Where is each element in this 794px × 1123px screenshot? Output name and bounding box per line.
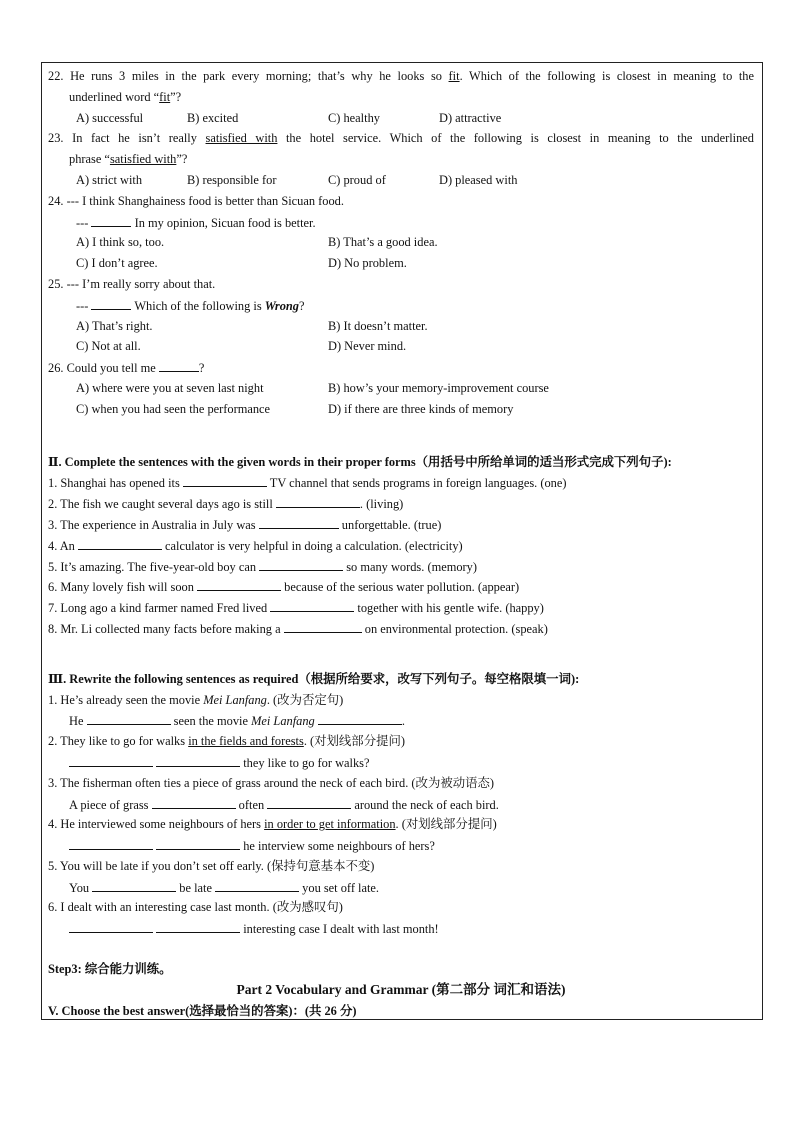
rewrite-6-answer: interesting case I dealt with last month! <box>48 918 754 939</box>
section-2-item: 6. Many lovely fish will soon because of the serious water pollution. (appear) <box>48 576 754 597</box>
answer-blank[interactable] <box>183 472 267 487</box>
answer-blank[interactable] <box>276 493 360 508</box>
rewrite-6: 6. I dealt with an interesting case last month. (改为感叹句) <box>48 900 343 915</box>
section-2-item: 1. Shanghai has opened its TV channel that sends programs in foreign languages. (one) <box>48 472 754 493</box>
question-22-line2: underlined word “fit”? <box>69 89 182 104</box>
option-d: D) No problem. <box>328 256 407 271</box>
question-24-options-row2 <box>48 253 754 274</box>
question-25-reply: --- Which of the following is Wrong? <box>48 295 754 316</box>
option-a: A) strict with <box>76 172 143 187</box>
option-d: D) if there are three kinds of memory <box>328 401 514 416</box>
section-2-item: 7. Long ago a kind farmer named Fred lived together with his gentle wife. (happy) <box>48 597 754 618</box>
rewrite-2: 2. They like to go for walks in the fields and forests. (对划线部分提问) <box>48 734 405 749</box>
section-5-heading: V. Choose the best answer(选择最恰当的答案)：(共 26 分) <box>48 1003 357 1018</box>
answer-blank[interactable] <box>215 877 299 892</box>
worksheet-frame <box>41 62 763 1020</box>
option-c: C) when you had seen the performance <box>76 401 271 416</box>
section-2-item: 5. It’s amazing. The five-year-old boy can so many words. (memory) <box>48 556 754 577</box>
answer-blank[interactable] <box>69 752 153 767</box>
answer-blank[interactable] <box>284 618 362 633</box>
answer-blank[interactable] <box>259 514 339 529</box>
answer-blank[interactable] <box>87 710 171 725</box>
option-b: B) That’s a good idea. <box>328 235 438 250</box>
question-26: 26. Could you tell me ? <box>48 357 754 378</box>
answer-blank[interactable] <box>69 918 153 933</box>
option-b: B) how’s your memory-improvement course <box>328 380 549 395</box>
answer-blank[interactable] <box>78 535 162 550</box>
option-d: D) attractive <box>439 110 502 125</box>
answer-blank[interactable] <box>259 556 343 571</box>
rewrite-1: 1. He’s already seen the movie Mei Lanfang. (改为否定句) <box>48 692 344 707</box>
rewrite-4-answer: he interview some neighbours of hers? <box>48 835 754 856</box>
answer-blank[interactable] <box>156 835 240 850</box>
option-a: A) I think so, too. <box>76 235 165 250</box>
answer-blank[interactable] <box>267 794 351 809</box>
option-a: A) where were you at seven last night <box>76 380 264 395</box>
rewrite-5: 5. You will be late if you don’t set off early. (保持句意基本不变) <box>48 858 375 873</box>
worksheet-content <box>48 66 754 1021</box>
answer-blank[interactable] <box>152 794 236 809</box>
section-2-item: 4. An calculator is very helpful in doing a calculation. (electricity) <box>48 535 754 556</box>
question-23: 23. In fact he isn’t really satisfied with the hotel service. Which of the following is closest in meaning to the underlined <box>48 131 754 146</box>
answer-blank[interactable] <box>270 597 354 612</box>
option-b: B) excited <box>187 110 239 125</box>
question-23-options <box>48 170 754 191</box>
rewrite-4: 4. He interviewed some neighbours of hers in order to get information. (对划线部分提问) <box>48 817 497 832</box>
rewrite-2-answer: they like to go for walks? <box>48 752 754 773</box>
answer-blank[interactable] <box>197 576 281 591</box>
section-2-item: 8. Mr. Li collected many facts before making a on environmental protection. (speak) <box>48 618 754 639</box>
option-a: A) That’s right. <box>76 318 153 333</box>
part2-title: Part 2 Vocabulary and Grammar (第二部分 词汇和语法) <box>236 981 566 997</box>
rewrite-3: 3. The fisherman often ties a piece of grass around the neck of each bird. (改为被动语态) <box>48 775 495 790</box>
question-25: 25. --- I’m really sorry about that. <box>48 276 216 291</box>
answer-blank[interactable] <box>92 877 176 892</box>
rewrite-5-answer: You be late you set off late. <box>48 877 754 898</box>
step3-heading: Step3: 综合能力训练。 <box>48 962 172 977</box>
question-24: 24. --- I think Shanghainess food is better than Sicuan food. <box>48 193 344 208</box>
answer-blank[interactable] <box>69 835 153 850</box>
answer-blank[interactable] <box>156 752 240 767</box>
question-24-options-row1 <box>48 232 754 253</box>
question-25-options-row1 <box>48 316 754 337</box>
option-a: A) successful <box>76 110 144 125</box>
section-2-heading: Ⅱ. Complete the sentences with the given words in their proper forms（用括号中所给单词的适当形式完成下列句子): <box>48 454 672 469</box>
option-d: D) Never mind. <box>328 339 407 354</box>
answer-blank[interactable] <box>91 212 131 227</box>
answer-blank[interactable] <box>91 295 131 310</box>
question-26-options-row1 <box>48 378 754 399</box>
question-24-reply: --- In my opinion, Sicuan food is better. <box>48 212 754 233</box>
option-c: C) Not at all. <box>76 339 141 354</box>
answer-blank[interactable] <box>156 918 240 933</box>
option-b: B) It doesn’t matter. <box>328 318 428 333</box>
answer-blank[interactable] <box>159 357 199 372</box>
option-c: C) proud of <box>328 172 386 187</box>
section-2-item: 3. The experience in Australia in July was unforgettable. (true) <box>48 514 754 535</box>
question-23-line2: phrase “satisfied with”? <box>69 152 188 167</box>
option-c: C) I don’t agree. <box>76 256 158 271</box>
rewrite-3-answer: A piece of grass often around the neck of each bird. <box>48 794 754 815</box>
rewrite-1-answer: He seen the movie Mei Lanfang . <box>48 710 754 731</box>
option-c: C) healthy <box>328 110 380 125</box>
section-2-item: 2. The fish we caught several days ago is still . (living) <box>48 493 754 514</box>
question-25-options-row2 <box>48 336 754 357</box>
section-3-heading: Ⅲ. Rewrite the following sentences as required（根据所给要求，改写下列句子。每空格限填一词): <box>48 671 580 686</box>
question-26-options-row2 <box>48 399 754 420</box>
question-22-options <box>48 108 754 129</box>
option-b: B) responsible for <box>187 172 277 187</box>
answer-blank[interactable] <box>318 710 402 725</box>
option-d: D) pleased with <box>439 172 518 187</box>
question-22: 22. He runs 3 miles in the park every morning; that’s why he looks so fit. Which of the following is closest in meaning to the <box>48 69 754 83</box>
